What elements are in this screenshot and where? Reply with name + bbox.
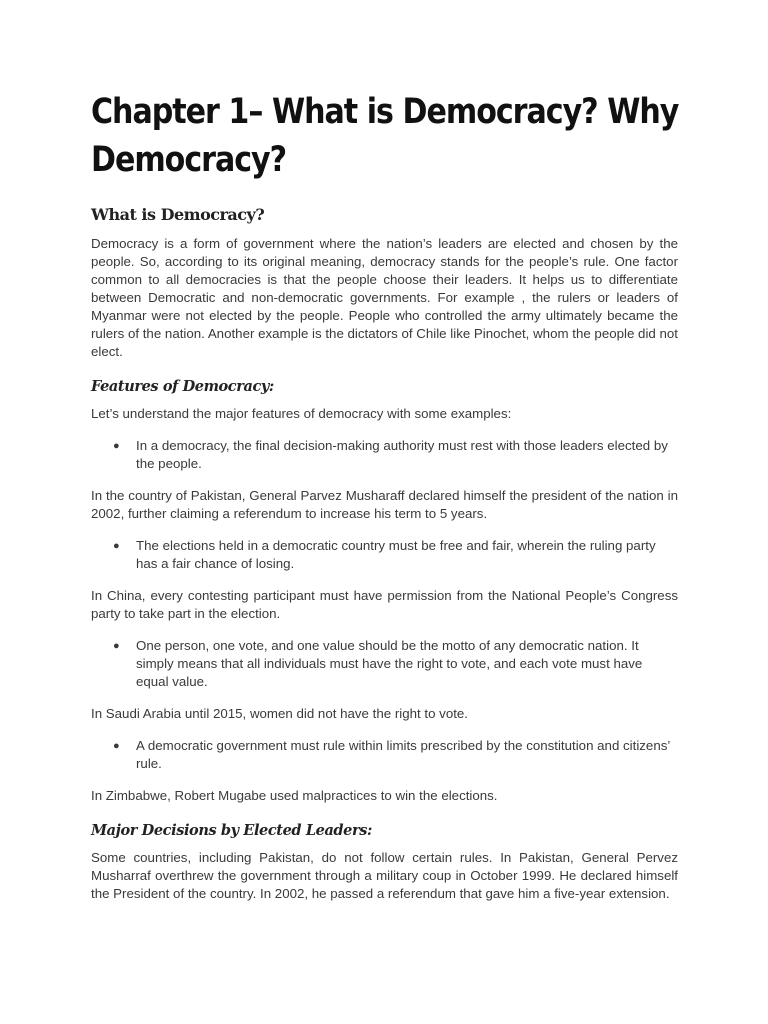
feature-bullet-text: A democratic government must rule within limits prescribed by the constitution and citizens’ rule. xyxy=(136,738,670,771)
list-item xyxy=(91,437,678,473)
list-item xyxy=(91,737,678,773)
feature-example: In Zimbabwe, Robert Mugabe used malpractices to win the elections. xyxy=(91,788,498,803)
feature-example: In Saudi Arabia until 2015, women did not have the right to vote. xyxy=(91,706,468,721)
bullet-icon: ● xyxy=(113,440,120,452)
feature-example: In the country of Pakistan, General Parvez Musharaff declared himself the president of the nation in 2002, further claiming a referendum to increase his term to 5 years. xyxy=(91,488,678,521)
feature-example: In China, every contesting participant must have permission from the National People’s Congress party to take part in the election. xyxy=(91,588,678,621)
bullet-icon: ● xyxy=(113,640,120,652)
feature-bullet-text: The elections held in a democratic country must be free and fair, wherein the ruling party has a fair chance of losing. xyxy=(136,538,656,571)
decisions-paragraph: Some countries, including Pakistan, do not follow certain rules. In Pakistan, General Pervez Musharraf overthrew the government through a military coup in October 1999. He declared himself the President of the country. In 2002, he passed a referendum that gave him a five-year extension. xyxy=(91,850,678,901)
bullet-icon: ● xyxy=(113,740,120,752)
document-page xyxy=(91,88,678,915)
list-item xyxy=(91,637,678,691)
list-item xyxy=(91,537,678,573)
chapter-title: Chapter 1– What is Democracy? Why Democracy? xyxy=(91,92,679,180)
intro-paragraph: Democracy is a form of government where the nation’s leaders are elected and chosen by the people. So, according to its original meaning, democracy stands for the people’s rule. One factor common to all democracies is that the people choose their leaders. It helps us to differentiate between Democratic and non-democratic governments. For example , the rulers or leaders of Myanmar were not elected by the people. People who controlled the army ultimately became the rulers of the nation. Another example is the dictators of Chile like Pinochet, whom the people did not elect. xyxy=(91,236,678,359)
bullet-list xyxy=(91,537,678,573)
bullet-icon: ● xyxy=(113,540,120,552)
feature-bullet-text: In a democracy, the final decision-making authority must rest with those leaders elected by the people. xyxy=(136,438,668,471)
section-heading-what-is-democracy: What is Democracy? xyxy=(91,205,265,224)
bullet-list xyxy=(91,437,678,473)
feature-bullet-text: One person, one vote, and one value should be the motto of any democratic nation. It simply means that all individuals must have the right to vote, and each vote must have equal value. xyxy=(136,638,643,689)
bullet-list xyxy=(91,637,678,691)
features-heading: Features of Democracy: xyxy=(91,378,274,395)
bullet-list xyxy=(91,737,678,773)
features-intro: Let’s understand the major features of democracy with some examples: xyxy=(91,406,512,421)
decisions-heading: Major Decisions by Elected Leaders: xyxy=(91,822,372,839)
